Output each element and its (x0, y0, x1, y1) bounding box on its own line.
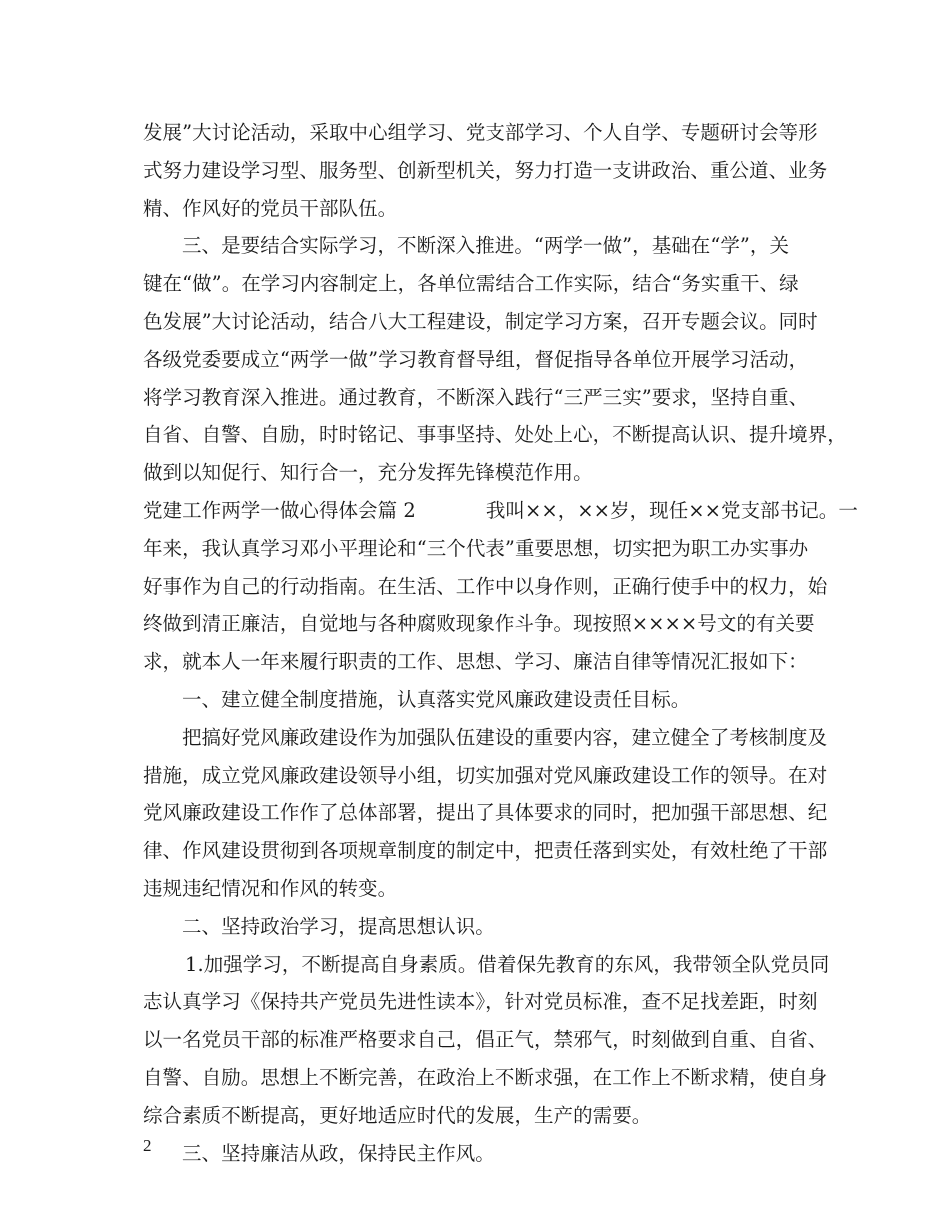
section-title-line (143, 492, 858, 530)
text-line: 自警、自励。思想上不断完善，在政治上不断求强，在工作上不断求精，使自身 (143, 1065, 828, 1089)
heading-line: 二、坚持政治学习，提高思想认识。 (182, 914, 495, 938)
text-line: 键在“做”。在学习内容制定上，各单位需结合工作实际，结合“务实重干、绿 (143, 272, 799, 296)
paragraph-start-line: 1.加强学习，不断提高自身素质。借着保先教育的东风，我带领全队党员同 (185, 952, 830, 976)
text-line: 措施，成立党风廉政建设领导小组，切实加强对党风廉政建设工作的领导。在对 (143, 763, 828, 787)
section-title: 党建工作两学一做心得体会篇 2 (143, 498, 416, 522)
text-line: 综合素质不断提高，更好地适应时代的发展，生产的需要。 (143, 1103, 652, 1127)
section-opening-text: 我叫××，××岁，现任××党支部书记。一 (485, 498, 858, 522)
text-line: 以一名党员干部的标准严格要求自己，倡正气，禁邪气，时刻做到自重、自省、 (143, 1028, 828, 1052)
text-line: 精、作风好的党员干部队伍。 (143, 196, 398, 220)
text-line: 求，就本人一年来履行职责的工作、思想、学习、廉洁自律等情况汇报如下： (143, 650, 808, 674)
text-line: 年来，我认真学习邓小平理论和“三个代表”重要思想，切实把为职工办实事办 (143, 536, 809, 560)
text-line: 党风廉政建设工作作了总体部署，提出了具体要求的同时，把加强干部思想、纪 (143, 801, 828, 825)
text-line: 终做到清正廉洁，自觉地与各种腐败现象作斗争。现按照××××号文的有关要 (143, 612, 815, 636)
text-line: 将学习教育深入推进。通过教育，不断深入践行“三严三实”要求，坚持自重、 (143, 385, 809, 409)
paragraph-start-line: 三、是要结合实际学习，不断深入推进。“两学一做”，基础在“学”，关 (182, 234, 790, 258)
text-line: 好事作为自己的行动指南。在生活、工作中以身作则，正确行使手中的权力，始 (143, 574, 828, 598)
heading-line: 一、建立健全制度措施，认真落实党风廉政建设责任目标。 (182, 687, 691, 711)
text-line: 自省、自警、自励，时时铭记、事事坚持、处处上心，不断提高认识、提升境界， (143, 423, 847, 447)
text-line: 做到以知促行、知行合一，充分发挥先锋模范作用。 (143, 461, 593, 485)
text-line: 各级党委要成立“两学一做”学习教育督导组，督促指导各单位开展学习活动， (143, 347, 809, 371)
heading-line: 三、坚持廉洁从政，保持民主作风。 (182, 1141, 495, 1165)
document-body (143, 114, 858, 1172)
text-line: 色发展”大讨论活动，结合八大工程建设，制定学习方案，召开专题会议。同时 (143, 309, 818, 333)
paragraph-start-line: 把搞好党风廉政建设作为加强队伍建设的重要内容，建立健全了考核制度及 (182, 725, 828, 749)
text-line: 式努力建设学习型、服务型、创新型机关，努力打造一支讲政治、重公道、业务 (143, 158, 828, 182)
text-line: 发展”大讨论活动，采取中心组学习、党支部学习、个人自学、专题研讨会等形 (143, 121, 818, 144)
text-line: 违规违纪情况和作风的转变。 (143, 876, 398, 900)
text-line: 志认真学习《保持共产党员先进性读本》，针对党员标准，查不足找差距，时刻 (143, 990, 818, 1014)
text-line: 律、作风建设贯彻到各项规章制度的制定中，把责任落到实处，有效杜绝了干部 (143, 839, 828, 863)
page-number: 2 (143, 1136, 152, 1155)
